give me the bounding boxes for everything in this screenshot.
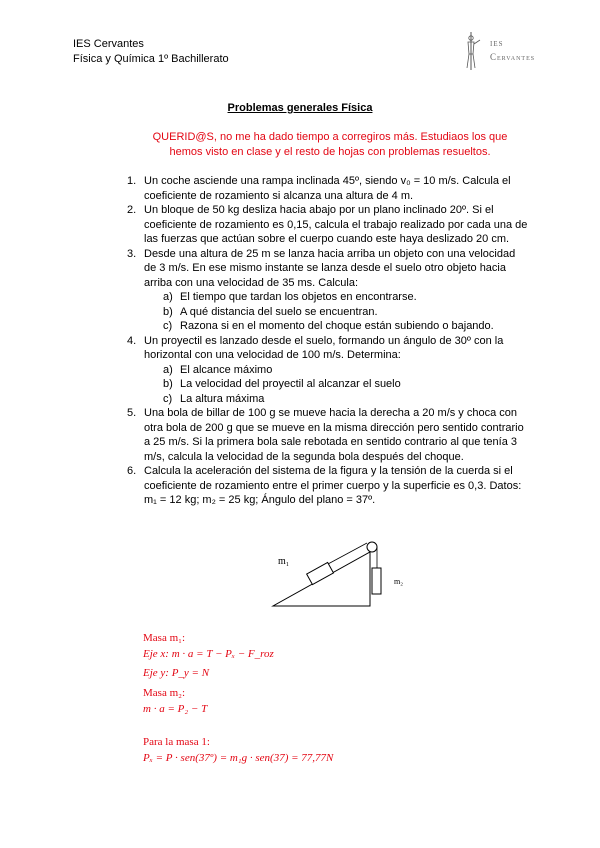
problem-number: 2. bbox=[127, 204, 137, 216]
sub-text: La velocidad del proyectil al alcanzar el suelo bbox=[180, 378, 401, 390]
problem-item bbox=[120, 247, 530, 291]
page-title: Problemas generales Física bbox=[227, 102, 373, 114]
rope bbox=[328, 543, 367, 564]
teacher-note: QUERID@S, no me ha dado tiempo a corregiros más. Estudiaos los que hemos visto en clase y el resto de hojas con problemas resueltos. bbox=[152, 131, 508, 158]
sub-question bbox=[120, 319, 530, 334]
eq-ejex: Eje x: m · a = T − Pₓ − F_roz bbox=[143, 648, 274, 660]
block-m1 bbox=[307, 562, 334, 584]
problem-number: 5. bbox=[127, 407, 137, 419]
block-m2 bbox=[372, 568, 381, 594]
sub-letter: a) bbox=[163, 363, 173, 376]
solution-eq2 bbox=[143, 702, 207, 716]
solution-px bbox=[143, 751, 333, 765]
problem-number: 1. bbox=[127, 175, 137, 187]
sub-text: La altura máxima bbox=[180, 392, 265, 405]
solution-ejex bbox=[143, 647, 274, 661]
solution-ejey bbox=[143, 666, 209, 680]
problem-text: Una bola de billar de 100 g se mueve hacia la derecha a 20 m/s y choca con otra bola de 200 g que se mueve en la misma dirección pero sentido contrario a 25 m/s. Si la primera bola sale rebotada en sentido contrario al que tenía 3 m/s, calcula la velocidad de la segunda bola después del choque. bbox=[144, 407, 524, 463]
sub-question bbox=[120, 290, 530, 305]
problem-text: Un proyectil es lanzado desde el suelo, formando un ángulo de 30º con la horizontal con una velocidad de 100 m/s. Determina: bbox=[144, 334, 504, 361]
problem-list bbox=[120, 174, 530, 508]
problem-text: Un coche asciende una rampa inclinada 45º, siendo v₀ = 10 m/s. Calcula el coeficiente de rozamiento si alcanza una altura de 4 m. bbox=[144, 175, 511, 202]
eq-px: Pₓ = P · sen(37º) = m₁g · sen(37) = 77,77N bbox=[143, 752, 334, 764]
problem-item bbox=[120, 203, 530, 247]
eq-masa2: m · a = P₂ − T bbox=[143, 703, 208, 715]
problem-text: Desde una altura de 25 m se lanza hacia arriba un objeto con una velocidad de 3 m/s. En ese mismo instante se lanza desde el suelo otro objeto hacia arriba con una velocidad de 35 ms. Calcula: bbox=[144, 247, 516, 289]
solution-para: Para la masa 1: bbox=[143, 736, 210, 748]
cervantes-logo-icon bbox=[462, 30, 554, 72]
sub-question bbox=[120, 363, 530, 378]
problem-item bbox=[120, 464, 530, 508]
sub-letter: c) bbox=[163, 320, 173, 332]
solution-masa2: Masa m₂: bbox=[143, 687, 186, 699]
logo-text-cervantes: Cervantes bbox=[490, 52, 536, 62]
problem-number: 3. bbox=[127, 247, 137, 260]
sub-text: El alcance máximo bbox=[180, 363, 273, 376]
sub-text: El tiempo que tardan los objetos en encontrarse. bbox=[180, 291, 417, 303]
problem-text: Calcula la aceleración del sistema de la figura y la tensión de la cuerda si el coeficiente de rozamiento entre el primer cuerpo y la superficie es 0,3. Datos: m₁ = 12 kg; m₂ = 25 kg; Ángulo del plano = 37º. bbox=[144, 465, 522, 506]
sub-letter: a) bbox=[163, 291, 173, 303]
eq-ejey: Eje y: P_y = N bbox=[143, 667, 210, 679]
sub-question bbox=[120, 392, 530, 407]
sub-question bbox=[120, 377, 530, 392]
problem-item bbox=[120, 406, 530, 464]
problem-number: 6. bbox=[127, 465, 137, 477]
problem-text: Un bloque de 50 kg desliza hacia abajo por un plano inclinado 20º. Si el coeficiente de rozamiento es 0,15, calcula el trabajo realizado por cada una de las fuerzas que actúan sobre el cuerpo cuando este haya deslizado 20 cm. bbox=[144, 204, 528, 245]
problem-number: 4. bbox=[127, 334, 137, 347]
sub-question bbox=[120, 305, 530, 320]
problem-item bbox=[120, 174, 530, 203]
problem-item bbox=[120, 334, 530, 363]
inclined-plane-diagram bbox=[270, 538, 420, 610]
course-name: Física y Química 1º Bachillerato bbox=[73, 53, 229, 65]
label-m2: m₂ bbox=[394, 577, 404, 586]
logo-text-ies: IES bbox=[490, 40, 504, 48]
sub-text: Razona si en el momento del choque están subiendo o bajando. bbox=[180, 320, 494, 332]
sub-letter: b) bbox=[163, 305, 173, 318]
sub-text: A qué distancia del suelo se encuentran. bbox=[180, 305, 378, 318]
label-m1: m₁ bbox=[278, 556, 290, 567]
solution-masa1: Masa m₁: bbox=[143, 632, 186, 644]
sub-letter: c) bbox=[163, 392, 173, 405]
sub-letter: b) bbox=[163, 378, 173, 390]
school-name: IES Cervantes bbox=[73, 38, 144, 50]
pulley-icon bbox=[367, 542, 377, 552]
